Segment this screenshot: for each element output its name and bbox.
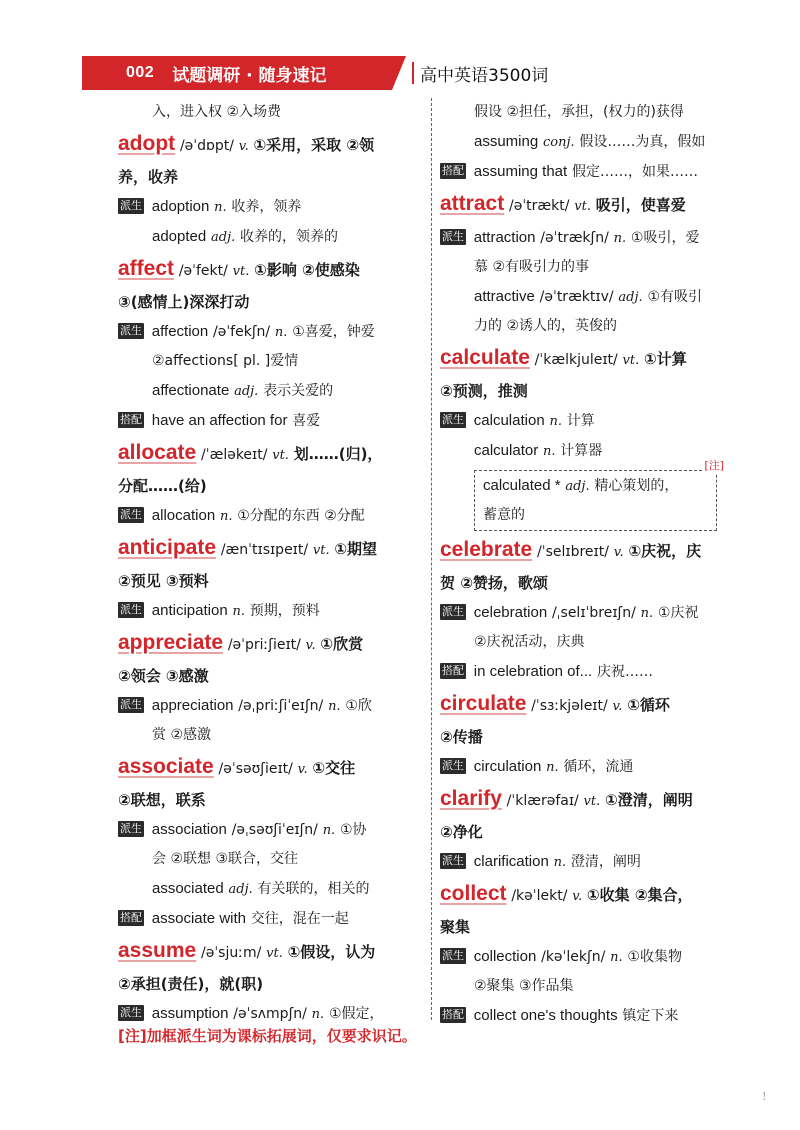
part-of-speech: v. [305,638,316,653]
phonetic: /əˈsʌmpʃn/ [233,1006,307,1022]
phonetic: /ˌselɪˈbreɪʃn/ [551,605,636,621]
definition-cont: ②传播 [440,728,483,746]
entry-circulate [440,689,745,782]
headword: allocate [118,441,197,464]
part-of-speech: adj. [565,479,590,494]
definition: 吸引，使喜爱 [595,196,686,214]
part-of-speech: v. [572,889,583,904]
derived-word: associated [152,880,224,897]
part-of-speech: n. [610,950,623,965]
derived-word: affectionate [152,382,230,399]
derived-word: assuming [474,133,539,150]
definition-cont: ②领会 ③感激 [118,667,209,685]
derived-definition: ①分配的东西 ②分配 [237,508,365,524]
derived-definition: ①庆祝 [657,605,699,621]
phonetic: /əˈsjuːm/ [201,945,262,961]
derived-word: calculator [474,442,539,459]
part-of-speech: n. [613,231,627,246]
derived-definition: ①喜爱，钟爱 [292,324,375,340]
derive-tag: 派生 [442,413,464,426]
derived-definition: ①假定， [328,1006,384,1022]
derive-tag: 派生 [120,698,142,711]
headword: adopt [118,132,176,155]
derived-word: allocation [151,507,216,524]
derived-word: calculated * [483,477,561,494]
definition: ①假设，认为 [287,943,376,961]
part-of-speech: n. [546,760,559,775]
collocation-phrase: associate with [151,910,246,927]
entry-attract [440,189,745,341]
part-of-speech: n. [219,509,233,524]
continued-text: 假设 ②担任，承担，(权力的)获得 [474,104,684,120]
derived-definition-cont: 蓄意的 [483,507,525,523]
headword: clarify [440,787,502,810]
part-of-speech: v. [297,762,308,777]
book-title: 高中英语3500词 [420,65,549,86]
entry-allocate [118,438,423,531]
derived-definition: 收养的，领养的 [240,229,339,245]
part-of-speech: n. [232,604,245,619]
entry-clarify [440,784,745,877]
part-of-speech: n. [322,823,336,838]
part-of-speech: n. [553,855,567,870]
extended-word-box [474,459,724,531]
part-of-speech: vt. [266,946,283,961]
definition-cont: 分配……(给) [118,477,207,495]
part-of-speech: adj. [618,290,643,305]
part-of-speech: v. [612,699,623,714]
phonetic: /kəˈlekt/ [511,888,568,904]
collocation-tag: 搭配 [442,664,464,677]
headword: appreciate [118,631,224,654]
entry-associate [118,752,423,934]
definition-cont: 聚集 [440,918,471,936]
collocation-definition: 庆祝…… [596,664,653,680]
derived-word: association [151,821,227,838]
collocation-phrase: collect one's thoughts [473,1007,618,1024]
part-of-speech: adj. [234,384,259,399]
definition: ①计算 [644,350,687,368]
derived-definition: ①欣 [345,698,372,714]
collocation-tag: 搭配 [120,413,142,426]
derived-word: collection [473,948,537,965]
headword: circulate [440,692,527,715]
entry-calculate [440,343,745,531]
phonetic: /ˈklærəfaɪ/ [506,793,579,809]
derived-definition: ①吸引，爱 [630,230,700,246]
collocation-tag: 搭配 [442,164,464,177]
entry-anticipate [118,533,423,626]
derived-word: appreciation [151,697,234,714]
series-title: 试题调研 · 随身速记 [172,65,327,86]
headword: calculate [440,346,530,369]
phonetic: /əˈtræktɪv/ [539,289,614,305]
entry-adopt [118,129,423,252]
definition: ①交往 [312,759,356,777]
derived-word: calculation [473,412,545,429]
derive-tag: 派生 [120,508,142,521]
collocation-tag: 搭配 [120,911,142,924]
part-of-speech: vt. [312,543,330,558]
part-of-speech: vt. [272,448,289,463]
phonetic: /əˌsəʊʃiˈeɪʃn/ [231,822,318,838]
part-of-speech: vt. [583,794,601,809]
derived-word: attractive [474,288,535,305]
derived-definition: ①协 [339,822,367,838]
definition-cont: ③(感情上)深深打动 [118,293,250,311]
derived-word: celebration [473,604,548,621]
headword: affect [118,257,175,280]
derived-definition: 精心策划的， [594,478,679,494]
phonetic: /əˈtrækʃn/ [540,230,609,246]
part-of-speech: n. [549,414,562,429]
derived-definition-cont: 慕 ②有吸引力的事 [474,259,590,275]
derived-definition-cont: 会 ②联想 ③联合，交往 [152,851,299,867]
definition-cont: ②净化 [440,823,483,841]
definition: ①欣赏 [320,635,364,653]
collocation-tag: 搭配 [442,1008,464,1021]
derive-tag: 派生 [442,759,464,772]
phonetic: /əˈtrækt/ [508,198,570,214]
derived-definition: 预期，预料 [249,603,320,619]
headword: collect [440,882,507,905]
column-divider [431,98,432,1020]
continued-text: 入，进入权 ②入场费 [152,104,282,120]
entry-assume [118,936,423,1029]
derive-tag: 派生 [120,199,142,212]
definition: ①澄清，阐明 [605,791,693,809]
derive-tag: 派生 [442,854,464,867]
headword: assume [118,939,197,962]
definition-cont: ②预见 ③预料 [118,572,209,590]
header-band [82,56,392,90]
phonetic: /əˈsəʊʃieɪt/ [218,761,293,777]
derived-definition: 循环，流通 [563,759,634,775]
left-column [118,98,423,1029]
entry-appreciate [118,628,423,750]
definition-cont: 养，收养 [118,168,179,186]
derived-definition: ①有吸引 [647,289,702,305]
headword: associate [118,755,214,778]
collocation-phrase: assuming that [473,163,568,180]
collocation-phrase: in celebration of... [473,663,593,680]
derived-word: clarification [473,853,549,870]
headword: attract [440,192,505,215]
derived-word: assumption [151,1005,229,1022]
phonetic: /əˈfekʃn/ [213,324,271,340]
definition-cont: 贺 ②赞扬，歌颂 [440,574,548,592]
derive-tag: 派生 [120,822,142,835]
derive-tag: 派生 [120,603,142,616]
collocation-definition: 假定……，如果…… [571,164,698,180]
definition-cont: ②联想，联系 [118,791,206,809]
derived-definition-cont: 赏 ②感激 [152,727,212,743]
part-of-speech: n. [214,200,227,215]
derived-definition: 计算器 [560,443,603,459]
phonetic: /ˈæləkeɪt/ [201,447,268,463]
definition: ①收集 ②集合， [586,886,693,904]
derive-tag: 派生 [442,230,464,243]
entry-collect [440,879,745,1031]
derived-word: attraction [473,229,536,246]
phonetic: /ænˈtɪsɪpeɪt/ [220,542,309,558]
headword: anticipate [118,536,217,559]
phonetic: /ˈselɪbreɪt/ [537,544,609,560]
phonetic: /əˈdɒpt/ [179,138,234,154]
collocation-definition: 喜爱 [292,413,321,429]
part-of-speech: vt. [622,353,640,368]
derive-tag: 派生 [120,324,142,337]
phonetic: /ˈkælkjuleɪt/ [534,352,618,368]
derived-definition: 有关联的，相关的 [257,881,370,897]
part-of-speech: n. [274,325,288,340]
headword: celebrate [440,538,533,561]
part-of-speech: v. [238,139,249,154]
derived-definition: 假设……为真，假如 [579,134,706,150]
part-of-speech: n. [640,606,654,621]
collocation-phrase: have an affection for [151,412,288,429]
definition: ①循环 [627,696,670,714]
derived-definition-cont: ②庆祝活动，庆典 [474,634,585,650]
definition-cont: ②承担(责任)，就(职) [118,975,264,993]
definition: ①期望 [334,540,378,558]
page-number: 002 [126,64,155,81]
entry-celebrate [440,535,745,687]
derived-definition-cont: ②affections[ pl. ]爱情 [152,353,299,369]
part-of-speech: vt. [574,199,591,214]
derive-tag: 派生 [442,949,464,962]
part-of-speech: adj. [211,230,236,245]
header-corner [392,56,406,90]
header-separator [412,62,414,84]
derive-tag: 派生 [442,605,464,618]
entry-affect [118,254,423,436]
page-header [82,56,742,90]
derived-definition-cont: ②聚集 ③作品集 [474,978,574,994]
derived-definition: 澄清，阐明 [570,854,641,870]
derived-definition-cont: 力的 ②诱人的，英俊的 [474,318,618,334]
derived-word: adopted [152,228,207,245]
derived-definition: 收养，领养 [231,199,302,215]
phonetic: /əˌpriːʃiˈeɪʃn/ [238,698,324,714]
derive-tag: 派生 [120,1006,142,1019]
definition: 划……(归)， [293,445,383,463]
part-of-speech: conj. [542,135,575,150]
part-of-speech: v. [613,545,624,560]
definition: ①庆祝，庆 [628,542,702,560]
part-of-speech: vt. [232,264,250,279]
derived-word: anticipation [151,602,228,619]
derived-word: circulation [473,758,542,775]
corner-mark: ! [762,1090,767,1103]
definition: ①采用，采取 ②领 [253,136,375,154]
definition: ①影响 ②使感染 [254,261,360,279]
phonetic: /əˈfekt/ [178,263,228,279]
derived-word: affection [151,323,209,340]
phonetic: /kəˈlekʃn/ [541,949,606,965]
footnote: [注]加框派生词为课标拓展词，仅要求识记。 [118,1027,417,1045]
right-column [440,98,745,1031]
part-of-speech: n. [542,444,556,459]
note-marker: [注] [704,459,724,472]
phonetic: /əˈpriːʃieɪt/ [227,637,301,653]
derived-definition: 计算 [566,413,595,429]
collocation-definition: 交往，混在一起 [250,911,349,927]
part-of-speech: adj. [228,882,253,897]
definition-cont: ②预测，推测 [440,382,528,400]
derived-word: adoption [151,198,210,215]
phonetic: /ˈsɜːkjəleɪt/ [531,698,608,714]
derived-definition: 表示关爱的 [263,383,334,399]
collocation-definition: 镇定下来 [622,1008,679,1024]
part-of-speech: n. [328,699,341,714]
part-of-speech: n. [311,1007,325,1022]
derived-definition: ①收集物 [627,949,682,965]
